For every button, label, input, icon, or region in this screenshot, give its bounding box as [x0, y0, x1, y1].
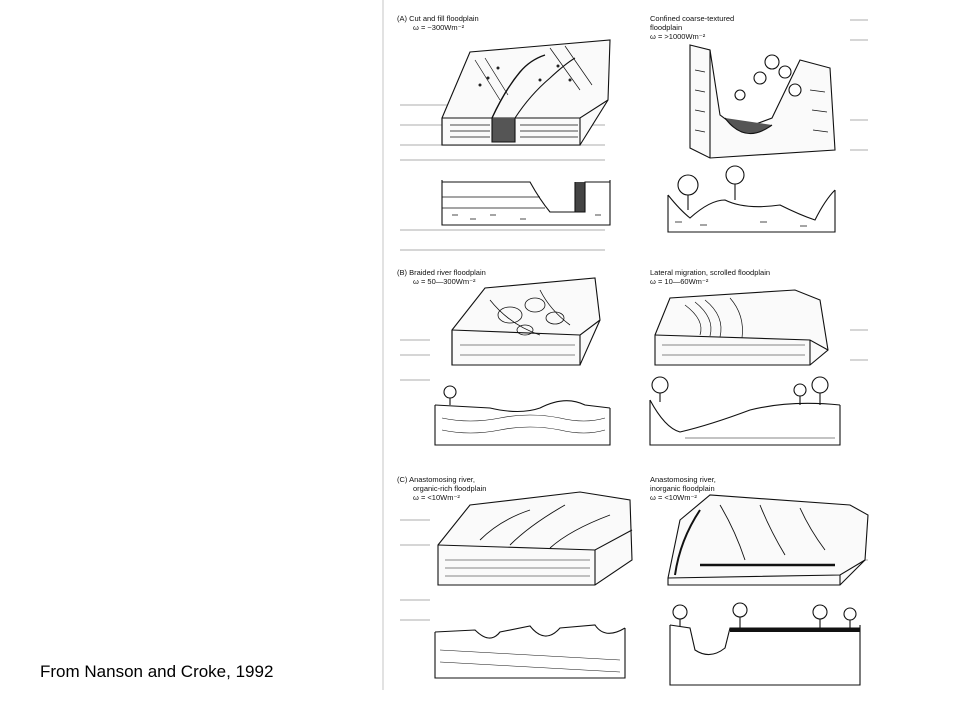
- panel-c2-caption: [650, 475, 716, 502]
- panel-b2-title-line: Lateral migration, scrolled floodplain: [650, 268, 771, 277]
- floodplain-classification-figure: [380, 0, 870, 690]
- lateral-migration-block-diagram: [655, 290, 828, 365]
- panel-c1-title-line: (C) Anastomosing river,: [397, 475, 475, 484]
- panel-c1-title-line: organic-rich floodplain: [413, 484, 487, 493]
- panel-a1-title-line: (A) Cut and fill floodplain: [397, 14, 479, 23]
- panel-b1-title-line: ω = 50—300Wm⁻²: [413, 277, 476, 286]
- panel-a2-caption: [650, 14, 734, 41]
- panel-a1-title-line: ω = ~300Wm⁻²: [413, 23, 465, 32]
- panel-a1-caption: [397, 14, 479, 32]
- panel-b2-caption: [650, 268, 770, 286]
- panel-a2-title-line: ω = >1000Wm⁻²: [650, 32, 706, 41]
- panel-c2-title-line: ω = <10Wm⁻²: [650, 493, 697, 502]
- panel-b1-caption: [397, 268, 486, 286]
- panel-a2-title-line: floodplain: [650, 23, 683, 32]
- panel-c1-caption: [397, 475, 486, 502]
- citation-text: From Nanson and Croke, 1992: [40, 662, 274, 681]
- panel-b1-title-line: (B) Braided river floodplain: [397, 268, 486, 277]
- panel-b2-title-line: ω = 10—60Wm⁻²: [650, 277, 709, 286]
- panel-c1-title-line: ω = <10Wm⁻²: [413, 493, 460, 502]
- panel-a2-title-line: Confined coarse-textured: [650, 14, 735, 23]
- panel-c2-title-line: Anastomosing river,: [650, 475, 716, 484]
- figure-drawing: [380, 0, 870, 690]
- anastomosing-inorganic-block-diagram: [668, 495, 868, 585]
- panel-c2-title-line: inorganic floodplain: [650, 484, 715, 493]
